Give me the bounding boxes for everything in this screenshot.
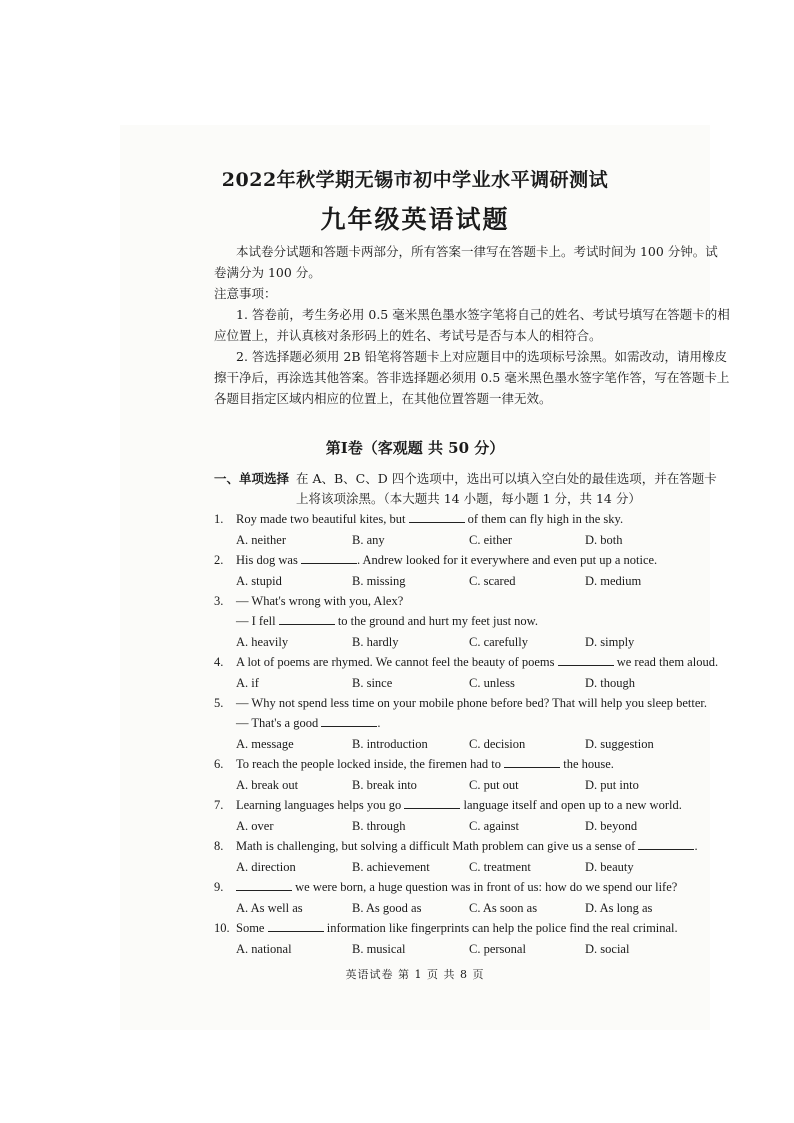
- question-number: 9.: [214, 880, 224, 894]
- question-8-option-d: D. beauty: [585, 860, 634, 874]
- question-10-stem: [236, 921, 678, 936]
- note-2-line-3: 各题目指定区域内相应的位置上，在其他位置答题一律无效。: [214, 391, 552, 406]
- question-4-option-c: C. unless: [469, 676, 515, 690]
- question-7-option-b: B. through: [352, 819, 406, 833]
- question-7-stem: [236, 798, 682, 813]
- stem-text: the house.: [563, 757, 614, 771]
- question-number: 8.: [214, 839, 224, 853]
- question-9-option-d: D. As long as: [585, 901, 653, 915]
- question-5-stem-line2: [236, 716, 380, 731]
- stem-text: we read them aloud.: [616, 655, 719, 669]
- stem-text: Some: [236, 921, 265, 935]
- question-4-option-a: A. if: [236, 676, 259, 690]
- question-5-option-c: C. decision: [469, 737, 526, 751]
- question-9-option-b: B. As good as: [352, 901, 422, 915]
- stem-text: of them can fly high in the sky.: [467, 512, 624, 526]
- question-8-option-b: B. achievement: [352, 860, 430, 874]
- question-5-option-b: B. introduction: [352, 737, 428, 751]
- stem-text: we were born, a huge question was in front of us: how do we spend our life?: [295, 880, 678, 894]
- answer-blank: [638, 839, 694, 850]
- stem-text: Math is challenging, but solving a difficult Math problem can give us a sense of: [236, 839, 636, 853]
- question-1-option-b: B. any: [352, 533, 385, 547]
- stem-text: His dog was: [236, 553, 298, 567]
- question-6-stem: [236, 757, 614, 772]
- question-number: 2.: [214, 553, 224, 567]
- note-2-line-1: 2. 答选择题必须用 2B 铅笔将答题卡上对应题目中的选项标号涂黑。如需改动，请用橡皮: [236, 349, 727, 364]
- question-10-option-c: C. personal: [469, 942, 526, 956]
- answer-blank: [409, 512, 465, 523]
- question-3-option-d: D. simply: [585, 635, 635, 649]
- stem-text: — I fell: [236, 614, 276, 628]
- question-7-option-a: A. over: [236, 819, 274, 833]
- question-8-stem: [236, 839, 698, 854]
- question-4-option-d: D. though: [585, 676, 635, 690]
- part-desc-line-2: 上将该项涂黑。（本大题共 14 小题，每小题 1 分，共 14 分）: [296, 491, 641, 506]
- question-5-option-d: D. suggestion: [585, 737, 654, 751]
- question-4-stem: [236, 655, 718, 670]
- question-3-option-c: C. carefully: [469, 635, 529, 649]
- intro-line-1: 本试卷分试题和答题卡两部分，所有答案一律写在答题卡上。考试时间为 100 分钟。试: [236, 244, 718, 259]
- answer-blank: [268, 921, 324, 932]
- answer-blank: [279, 614, 335, 625]
- question-8-option-a: A. direction: [236, 860, 296, 874]
- question-4-option-b: B. since: [352, 676, 393, 690]
- question-number: 7.: [214, 798, 224, 812]
- question-2-stem: [236, 553, 657, 568]
- question-2-option-a: A. stupid: [236, 574, 282, 588]
- question-3-option-b: B. hardly: [352, 635, 399, 649]
- question-2-option-d: D. medium: [585, 574, 642, 588]
- question-number: 5.: [214, 696, 224, 710]
- stem-text: To reach the people locked inside, the firemen had to: [236, 757, 501, 771]
- question-10-option-b: B. musical: [352, 942, 406, 956]
- question-7-option-c: C. against: [469, 819, 519, 833]
- question-1-stem: [236, 512, 623, 527]
- notice-label: 注意事项：: [214, 286, 277, 301]
- question-10-option-d: D. social: [585, 942, 630, 956]
- question-5-stem: — Why not spend less time on your mobile phone before bed? That will help you sleep better.: [236, 696, 707, 710]
- question-6-option-b: B. break into: [352, 778, 417, 792]
- question-number: 1.: [214, 512, 224, 526]
- question-number: 10.: [214, 921, 230, 935]
- question-10-option-a: A. national: [236, 942, 292, 956]
- intro-line-2: 卷满分为 100 分。: [214, 265, 321, 280]
- question-8-option-c: C. treatment: [469, 860, 531, 874]
- note-1-line-1: 1. 答卷前，考生务必用 0.5 毫米黑色墨水签字笔将自己的姓名、考试号填写在答题卡的相: [236, 307, 730, 322]
- question-1-option-d: D. both: [585, 533, 623, 547]
- question-number: 3.: [214, 594, 224, 608]
- question-9-option-a: A. As well as: [236, 901, 303, 915]
- stem-text: information like fingerprints can help the police find the real criminal.: [326, 921, 678, 935]
- question-2-option-b: B. missing: [352, 574, 406, 588]
- stem-text: — That's a good: [236, 716, 319, 730]
- question-9-option-c: C. As soon as: [469, 901, 538, 915]
- answer-blank: [404, 798, 460, 809]
- question-9-stem: [236, 880, 677, 895]
- stem-text: . Andrew looked for it everywhere and even put up a notice.: [356, 553, 658, 567]
- answer-blank: [558, 655, 614, 666]
- question-6-option-a: A. break out: [236, 778, 299, 792]
- answer-blank: [321, 716, 377, 727]
- stem-text: Learning languages helps you go: [236, 798, 402, 812]
- question-2-option-c: C. scared: [469, 574, 516, 588]
- stem-text: to the ground and hurt my feet just now.: [337, 614, 539, 628]
- stem-text: .: [377, 716, 381, 730]
- note-2-line-2: 擦干净后，再涂选其他答案。答非选择题必须用 0.5 毫米黑色墨水签字笔作答，写在答题卡上: [214, 370, 730, 385]
- page-footer: 英语试卷 第 1 页 共 8 页: [345, 968, 485, 981]
- question-6-option-d: D. put into: [585, 778, 639, 792]
- question-6-option-c: C. put out: [469, 778, 519, 792]
- answer-blank: [301, 553, 357, 564]
- stem-text: language itself and open up to a new world.: [463, 798, 682, 812]
- question-3-option-a: A. heavily: [236, 635, 289, 649]
- stem-text: Roy made two beautiful kites, but: [236, 512, 406, 526]
- answer-blank: [236, 880, 292, 891]
- question-5-option-a: A. message: [236, 737, 294, 751]
- stem-text: .: [694, 839, 698, 853]
- question-number: 4.: [214, 655, 224, 669]
- section-heading: 第Ⅰ卷（客观题 共 50 分）: [325, 439, 505, 457]
- question-3-stem-line2: [236, 614, 538, 629]
- note-1-line-2: 应位置上，并认真核对条形码上的姓名、考试号是否与本人的相符合。: [214, 328, 602, 343]
- question-7-option-d: D. beyond: [585, 819, 638, 833]
- stem-text: A lot of poems are rhymed. We cannot feel the beauty of poems: [236, 655, 555, 669]
- question-1-option-a: A. neither: [236, 533, 286, 547]
- exam-subtitle: 九年级英语试题: [320, 205, 510, 234]
- question-1-option-c: C. either: [469, 533, 513, 547]
- part-desc-line-1: 在 A、B、C、D 四个选项中，选出可以填入空白处的最佳选项，并在答题卡: [296, 471, 717, 486]
- question-3-stem: — What's wrong with you, Alex?: [236, 594, 404, 608]
- answer-blank: [504, 757, 560, 768]
- question-number: 6.: [214, 757, 224, 771]
- exam-title: 2022年秋学期无锡市初中学业水平调研测试: [221, 169, 609, 191]
- part-label: 一、单项选择: [214, 471, 290, 486]
